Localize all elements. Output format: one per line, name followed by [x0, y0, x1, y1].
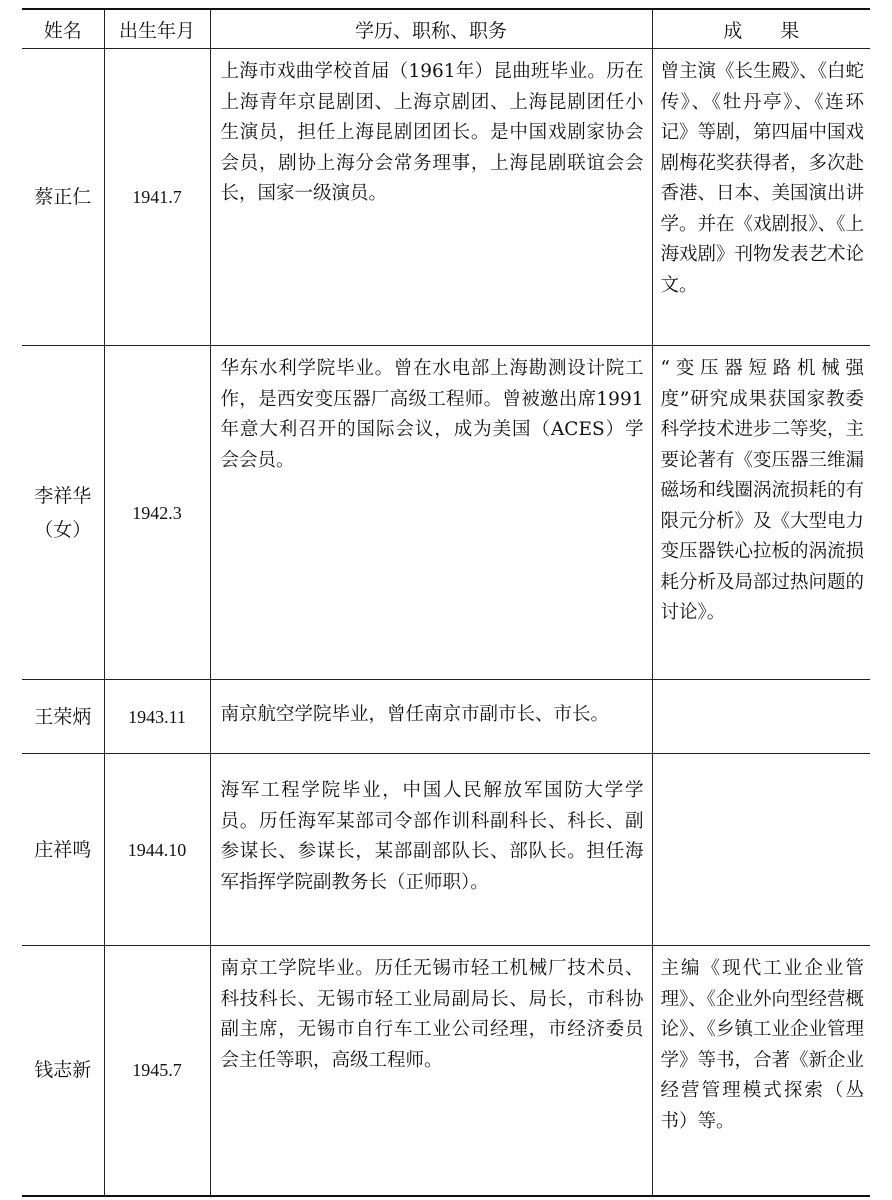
achievements-text: 曾主演《长生殿》、《白蛇传》、《牡丹亭》、《连环记》等剧，第四届中国戏剧梅花奖获得者，多次赴香港、日本、美国演出讲学。并在《戏剧报》、《上海戏剧》刊物发表艺术论文。 — [652, 49, 870, 346]
person-name: 蔡正仁 — [34, 186, 92, 208]
person-name: 庄祥鸣 — [34, 838, 92, 861]
education-text: 上海市戏曲学校首届（1961年）昆曲班毕业。历在上海青年京昆剧团、上海京剧团、上海昆剧团任小生演员，担任上海昆剧团团长。是中国戏剧家协会会员，剧协上海分会常务理事，上海昆剧联谊会会长，国家一级演员。 — [210, 49, 652, 346]
person-name: 李祥华 — [34, 484, 92, 507]
personnel-table — [22, 8, 870, 1197]
header-birth: 出生年月 — [104, 9, 210, 49]
header-name: 姓名 — [22, 9, 104, 49]
header-row — [22, 9, 870, 49]
person-name-cell — [22, 680, 104, 754]
achievements-text — [652, 754, 870, 946]
person-name-cell — [22, 346, 104, 680]
person-name-cell — [22, 754, 104, 946]
birth-date: 1943.11 — [104, 680, 210, 754]
birth-date: 1942.3 — [104, 346, 210, 680]
table-row — [22, 49, 870, 346]
achievements-text: “变压器短路机械强度”研究成果获国家教委科学技术进步二等奖，主要论著有《变压器三维漏磁场和线圈涡流损耗的有限元分析》及《大型电力变压器铁心拉板的涡流损耗分析及局部过热问题的讨论》。 — [652, 346, 870, 680]
person-gender-note: （女） — [34, 518, 92, 541]
education-text: 海军工程学院毕业，中国人民解放军国防大学学员。历任海军某部司令部作训科副科长、科长、副参谋长、参谋长，某部副部队长、部队长。担任海军指挥学院副教务长（正师职）。 — [210, 754, 652, 946]
table-row — [22, 346, 870, 680]
birth-date: 1941.7 — [104, 49, 210, 346]
person-name: 王荣炳 — [34, 705, 92, 728]
achievements-text — [652, 680, 870, 754]
header-education: 学历、职称、职务 — [210, 9, 652, 49]
person-name-cell — [22, 49, 104, 346]
achievements-text: 主编《现代工业企业管理》、《企业外向型经营概论》、《乡镇工业企业管理学》等书，合著《新企业经营管理模式探索（丛书）等。 — [652, 946, 870, 1196]
person-name-cell — [22, 946, 104, 1196]
education-text: 南京航空学院毕业，曾任南京市副市长、市长。 — [210, 680, 652, 754]
education-text: 南京工学院毕业。历任无锡市轻工机械厂技术员、科技科长、无锡市轻工业局副局长、局长，市科协副主席，无锡市自行车工业公司经理，市经济委员会主任等职，高级工程师。 — [210, 946, 652, 1196]
birth-date: 1945.7 — [104, 946, 210, 1196]
education-text: 华东水利学院毕业。曾在水电部上海勘测设计院工作，是西安变压器厂高级工程师。曾被邀出席1991年意大利召开的国际会议，成为美国（ACES）学会会员。 — [210, 346, 652, 680]
birth-date: 1944.10 — [104, 754, 210, 946]
table-row — [22, 754, 870, 946]
header-achievements: 成 果 — [652, 9, 870, 49]
person-name: 钱志新 — [34, 1059, 92, 1082]
table-row — [22, 680, 870, 754]
table-row — [22, 946, 870, 1196]
